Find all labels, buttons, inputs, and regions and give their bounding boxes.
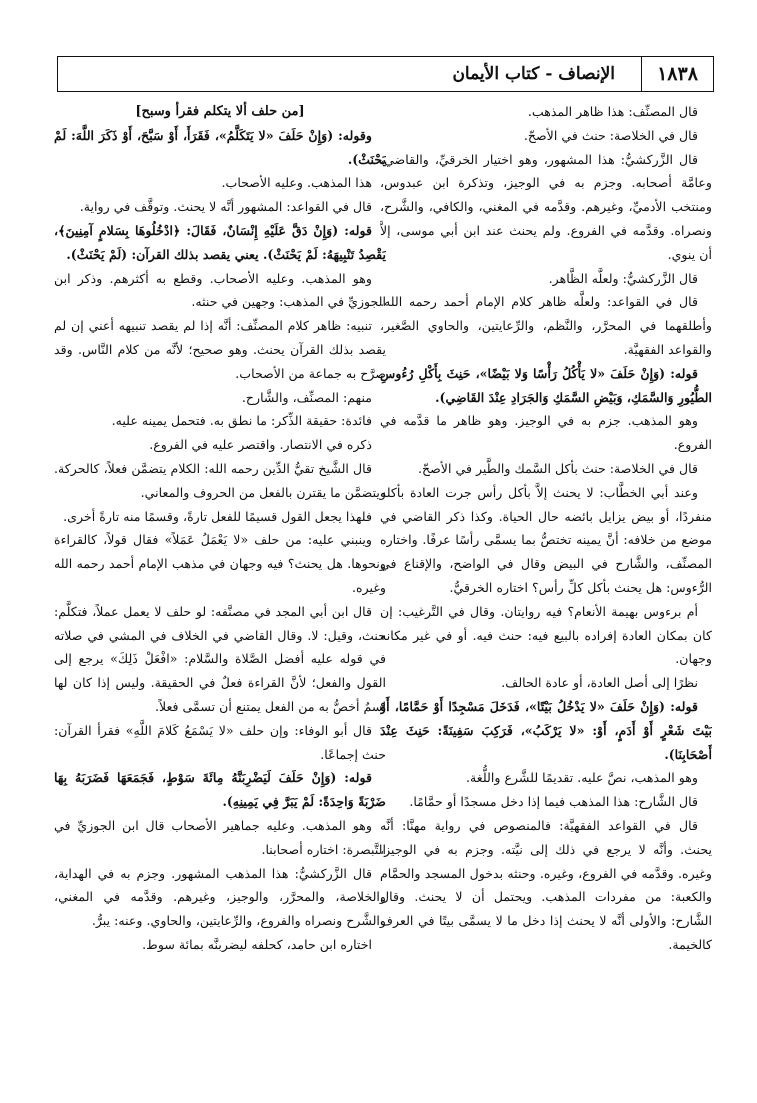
paragraph: قال في القواعد: ولعلَّه ظاهر كلام الإمام أحمد رحمه الله. وأطلقهما في المحرَّر، والنَّظم، والرِّعايتين، والحاوي الصَّغير، والقواعد الفقهيَّة. — [380, 294, 712, 357]
right-column — [380, 100, 712, 1090]
quoted-matn-paragraph: وقوله: (وَإِنْ حَلَفَ «لا يَتَكَلَّمُ»، فَقَرَأَ، أَوْ سَبَّحَ، أَوْ ذَكَرَ اللَّهَ: لَمْ يَحْنَثْ). — [54, 127, 386, 167]
left-column — [54, 100, 386, 1090]
paragraph: قال في الخلاصة: حنث في الأصحّ. — [523, 127, 698, 143]
paragraph: قال في القواعد: المشهور أنَّه لا يحنث. وتوقَّف في رواية. — [79, 199, 372, 215]
paragraph: قال الزَّركشيُّ: هذا المذهب المشهور. وجزم به في الهداية، والخلاصة، والمحرَّر، والوجيز، وغيرهم. وقدَّمه في المغني، والشَّرح ونصراه والفروع، والرِّعايتين، والحاوي. وعنه: يبرُّ. — [54, 865, 386, 929]
paragraph: فائدة: حقيقة الذِّكر: ما نطق به. فتحمل يمينه عليه. — [111, 413, 372, 429]
paragraph: قال الشَّيخ تقيُّ الدِّين رحمه الله: الكلام يتضمَّن فعلاً، كالحركة. ويتضمَّن ما يقترن بالفعل من الحروف والمعاني. — [54, 460, 386, 500]
paragraph: قال أبو الوفاء: وإن حلف «لا يَسْمَعُ كَلامَ اللَّهِ» فقرأ القرآن: حنث إجماعًا. — [54, 722, 386, 762]
paragraph: تنبيه: ظاهر كلام المصنِّف: أنَّه إذا لم يقصد تنبيهه أعني إن لم يقصد بذلك القرآن يحنث. وهو صحيح؛ لأنَّه من كلام النَّاس. وقد صرَّح به جماعة من الأصحاب. — [54, 318, 386, 381]
page-number: ١٨٣٨ — [641, 57, 713, 91]
paragraph: قال المصنِّف: هذا ظاهر المذهب. — [527, 104, 698, 119]
paragraph: قال في القواعد الفقهيَّة: فالمنصوص في رواية مهنَّا: أنَّه يحنث. وأنَّه لا يرجع في ذلك إلى نيَّته. وجزم به في الوجيز، وغيره. وقدَّمه في الفروع، وغيره. وحنثه بدخول المسجد والحمَّام والكعبة: من مفردات المذهب. ويحتمل أن لا يحنث. وقال الشَّارح: والأولى أنَّه لا يحنث إذا دخل ما لا يسمَّى بيتًا في العرف كالخيمة. — [380, 817, 712, 952]
quoted-matn-paragraph: قوله: (وَإِنْ حَلَفَ «لا يَدْخُلُ بَيْتًا»، فَدَخَلَ مَسْجِدًا أَوْ حَمَّامًا، أَوْ بَيْتَ شَعْرٍ أَوْ أَدَمٍ، أَوْ: «لا يَرْكَبُ»، فَرَكِبَ سَفِينَةً: حَنِثَ عِنْدَ أَصْحَابِنَا). — [380, 698, 712, 762]
section-title: [من حلف ألا يتكلم فقرأ وسبح] — [135, 104, 305, 119]
quoted-matn-paragraph: قوله: (وَإِنْ حَلَفَ لَيَضْرِبَنَّهُ مِائَةَ سَوْطٍ، فَجَمَعَهَا فَضَرَبَهُ بِهَا ضَرْبَةً وَاحِدَةً: لَمْ يَبَرَّ فِي يَمِينِهِ). — [54, 770, 386, 810]
paragraph: قال الزَّركشيُّ: ولعلَّه الظَّاهر. — [548, 270, 698, 286]
paragraph: نظرًا إلى أصل العادة، أو عادة الحالف. — [501, 675, 698, 691]
paragraph: اختاره ابن حامد، كحلفه ليضربنَّه بمائة سوط. — [142, 936, 372, 952]
paragraph: وهو المذهب. جزم به في الوجيز. وهو ظاهر ما قدَّمه في الفروع. — [380, 413, 712, 453]
paragraph: قال الزَّركشيُّ: هذا المشهور، وهو اختيار الخرقيِّ، والقاضي، وعامَّة أصحابه. وجزم به في الوجيز، وتذكرة ابن عبدوس، ومنتخب الأدميِّ، وغيرهم. وقدَّمه في المغني، والكافي، والشَّرح، ونصراه. وقدَّمه في الفروع. ولم يحنث عند ابن أبي موسى، إلاَّ أن ينوي. — [380, 151, 712, 262]
paragraph: وهو المذهب، نصَّ عليه. تقديمًا للشَّرع واللُّغة. — [466, 770, 698, 786]
quoted-matn-paragraph: قوله: (وَإِنْ دَقَّ عَلَيْهِ إِنْسَانٌ، فَقَالَ: ﴿ادْخُلُوهَا بِسَلامٍ آمِنِينَ﴾، يَقْصِدُ تَنْبِيهَهُ: لَمْ يَحْنَثْ). يعني يقصد بذلك القرآن: (لَمْ يَحْنَثْ). — [54, 222, 386, 262]
paragraph: ذكره في الانتصار. واقتصر عليه في الفروع. — [149, 437, 372, 453]
quoted-matn-paragraph: قوله: (وَإِنْ حَلَفَ «لا يَأْكُلُ رَأْسًا وَلا بَيْضًا»، حَنِثَ بِأَكْلِ رُءُوسِ الطُّيُورِ وَالسَّمَكِ، وَبَيْضِ السَّمَكِ وَالجَرَادِ عِنْدَ القَاضِي). — [380, 365, 712, 405]
paragraph: قال الشَّارح: هذا المذهب فيما إذا دخل مسجدًا أو حمَّامًا. — [409, 794, 698, 810]
paragraph: أم برءوس بهيمة الأنعام؟ فيه روايتان. وقال في التَّرغيب: إن كان بمكان العادة إفراده بالبيع فيه: حنث فيه. أو في غير مكانه وجهان. — [380, 603, 712, 667]
running-title: الإنصاف - كتاب الأيمان — [452, 64, 615, 84]
page-header — [57, 56, 714, 92]
paragraph: وعند أبي الخطَّاب: لا يحنث إلاَّ بأكل رأس جرت العادة بأكله منفردًا، أو بيض يزايل بائضه حال الحياة. وكذا ذكر القاضي في موضع من خلافه: أنَّ يمينه تختصُّ بما يسمَّى رأسًا عرفًا. واختاره المصنِّف، والشَّارح في البيض وقال في الواضح، والإقناع في الرُّءوس: هل يحنث بأكل كلِّ رأس؟ اختاره الخرقيُّ. — [380, 484, 712, 595]
paragraph: منهم: المصنِّف، والشَّارح. — [241, 389, 372, 405]
paragraph: وينبني عليه: من حلف «لا يَعْمَلُ عَمَلاً» فقال قولاً، كالقراءة ونحوها. هل يحنث؟ فيه وجهان في مذهب الإمام أحمد رحمه الله وغيره. — [54, 532, 386, 595]
paragraph: هذا المذهب. وعليه الأصحاب. — [221, 175, 372, 191]
paragraph: فلهذا يجعل القول قسيمًا للفعل تارةً، وقسمًا منه تارةً أخرى. — [63, 508, 372, 524]
paragraph: وهو المذهب. وعليه جماهير الأصحاب قال ابن الجوزيِّ في التَّبصرة: اختاره أصحابنا. — [54, 817, 386, 857]
paragraph: قال ابن أبي المجد في مصنَّفه: لو حلف لا يعمل عملاً، فتكلَّم: حنث، وقيل: لا. وقال القاضي في الخلاف في المشي في صلاته في قوله عليه أفضل الصَّلاة والسَّلام: «افْعَلْ ذَلِكَ» يرجع إلى القول والفعل؛ لأنَّ القراءة فعلٌ في الحقيقة. وليس إذا كان لها اسمٌ أخصُّ به من الفعل يمتنع أن تسمَّى فعلاً. — [54, 603, 386, 714]
paragraph: قال في الخلاصة: حنث بأكل السَّمك والطَّير في الأصحّ. — [417, 460, 698, 476]
paragraph: وهو المذهب. وعليه الأصحاب. وقطع به أكثرهم. وذكر ابن الجوزيِّ في المذهب: وجهين في حنثه. — [54, 270, 386, 310]
